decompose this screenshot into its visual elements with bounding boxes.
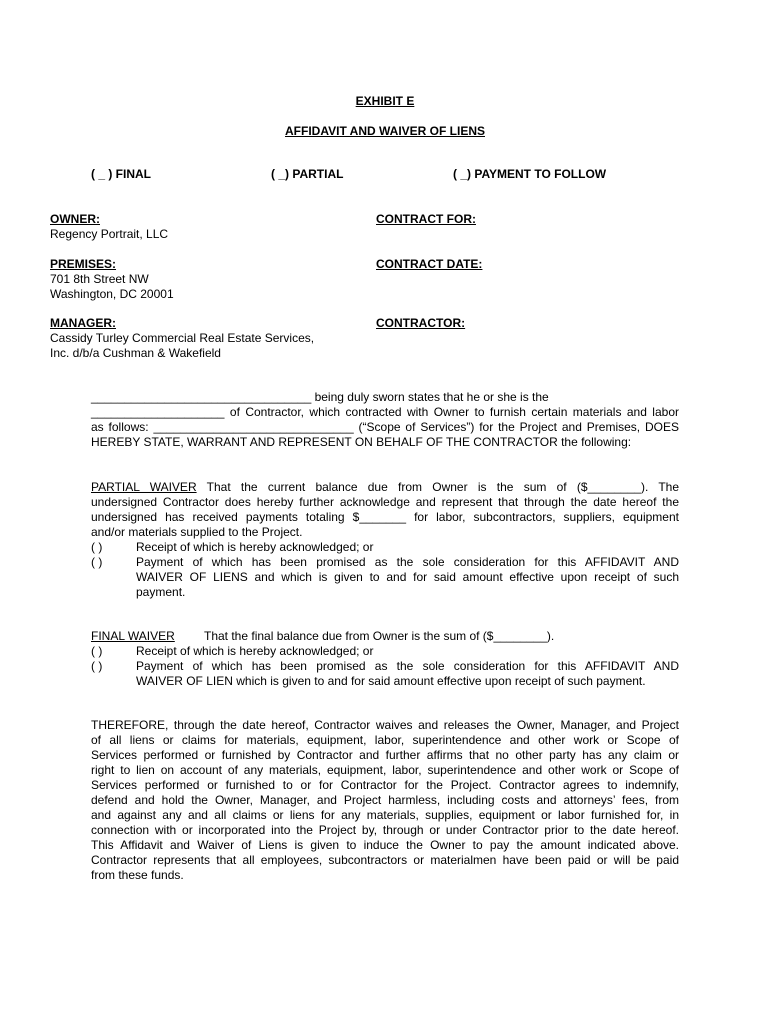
partial-waiver-line: undersigned has received payments totaling $_______ for labor, subcontractors, suppliers, equipment	[91, 510, 679, 524]
partial-waiver-line: undersigned Contractor does hereby further acknowledge and represent that through the date hereof the	[91, 495, 679, 509]
final-option: ( _ ) FINAL	[91, 167, 151, 181]
document-title: AFFIDAVIT AND WAIVER OF LIENS	[285, 124, 485, 138]
therefore-line: Services performed or furnished to or for Contractor for the Project. Contractor agrees to indemnify,	[91, 778, 679, 792]
contractor-label: CONTRACTOR:	[376, 316, 466, 330]
checkbox-mark: ( )	[91, 555, 103, 569]
partial-item-2-line: WAIVER OF LIENS and which is given to and for said amount effective upon receipt of such	[136, 570, 679, 584]
therefore-line: THEREFORE, through the date hereof, Contractor waives and releases the Owner, Manager, and Project	[91, 718, 679, 732]
intro-line: _________________________________ being duly sworn states that he or she is the	[91, 390, 549, 404]
partial-waiver-heading: PARTIAL WAIVER	[91, 480, 197, 494]
manager-line2: Inc. d/b/a Cushman & Wakefield	[50, 346, 221, 360]
contract-for-label: CONTRACT FOR:	[376, 212, 476, 226]
therefore-line: This Affidavit and Waiver of Liens is given to induce the Owner to pay the amount indicated above.	[91, 838, 679, 852]
checkbox-mark: ( )	[91, 659, 103, 673]
final-item-2-line: Payment of which has been promised as the sole consideration for this AFFIDAVIT AND	[136, 659, 679, 673]
intro-paragraph	[91, 390, 679, 450]
partial-item-1-text: Receipt of which is hereby acknowledged; or	[136, 540, 374, 554]
checkbox-mark: ( )	[91, 644, 103, 658]
owner-label: OWNER:	[50, 212, 100, 226]
partial-option: ( _) PARTIAL	[271, 167, 344, 181]
final-waiver-text: That the final balance due from Owner is the sum of ($________).	[204, 629, 555, 643]
intro-line: HEREBY STATE, WARRANT AND REPRESENT ON BEHALF OF THE CONTRACTOR the following:	[91, 435, 632, 449]
final-waiver-heading: FINAL WAIVER	[91, 629, 175, 643]
premises-address-line1: 701 8th Street NW	[50, 272, 149, 286]
partial-waiver-paragraph	[91, 480, 679, 540]
owner-value: Regency Portrait, LLC	[50, 227, 169, 241]
exhibit-title: EXHIBIT E	[355, 94, 415, 108]
contract-date-label: CONTRACT DATE:	[376, 257, 483, 271]
intro-line: ____________________ of Contractor, which contracted with Owner to furnish certain materials and labor	[91, 405, 679, 419]
therefore-line: connection with or incorporated into the Project by, through or under Contractor prior to the date hereof.	[91, 823, 679, 837]
partial-item-2-line: Payment of which has been promised as the sole consideration for this AFFIDAVIT AND	[136, 555, 679, 569]
final-item-1-text: Receipt of which is hereby acknowledged; or	[136, 644, 374, 658]
therefore-line: from these funds.	[91, 868, 184, 882]
intro-line: as follows: ______________________________ (“Scope of Services”) for the Project and Premises, DOES	[91, 420, 679, 434]
premises-address-line2: Washington, DC 20001	[50, 287, 174, 301]
partial-item-2-text	[136, 555, 679, 600]
therefore-paragraph	[91, 718, 679, 883]
final-item-2-line: WAIVER OF LIEN which is given to and for said amount effective upon receipt of such payment.	[136, 674, 646, 688]
partial-waiver-line1	[91, 480, 679, 495]
checkbox-mark: ( )	[91, 540, 103, 554]
therefore-line: Services performed or furnished by Contractor and further affirms that no other party has any claim or	[91, 748, 679, 762]
therefore-line: of all liens or claims for materials, equipment, labor, superintendence and other work or Scope of	[91, 733, 679, 747]
partial-waiver-text: That the current balance due from Owner is the sum of ($________). The	[206, 480, 679, 494]
payment-to-follow-option: ( _) PAYMENT TO FOLLOW	[453, 167, 607, 181]
therefore-line: defend and hold the Owner, Manager, and Project harmless, including costs and attorneys’ fees, from	[91, 793, 679, 807]
therefore-line: Contractor represents that all employees, subcontractors or materialmen have been paid or will be paid	[91, 853, 679, 867]
manager-line1: Cassidy Turley Commercial Real Estate Services,	[50, 331, 315, 345]
final-item-2-text	[136, 659, 679, 689]
partial-item-2-line: payment.	[136, 585, 186, 599]
partial-waiver-line: and/or materials supplied to the Project.	[91, 525, 303, 539]
therefore-line: right to lien on account of any materials, equipment, labor, superintendence and other work or Scope of	[91, 763, 679, 777]
therefore-line: and against any and all claims or liens for any materials, supplies, equipment or labor furnished for, in	[91, 808, 679, 822]
manager-label: MANAGER:	[50, 316, 116, 330]
premises-label: PREMISES:	[50, 257, 117, 271]
